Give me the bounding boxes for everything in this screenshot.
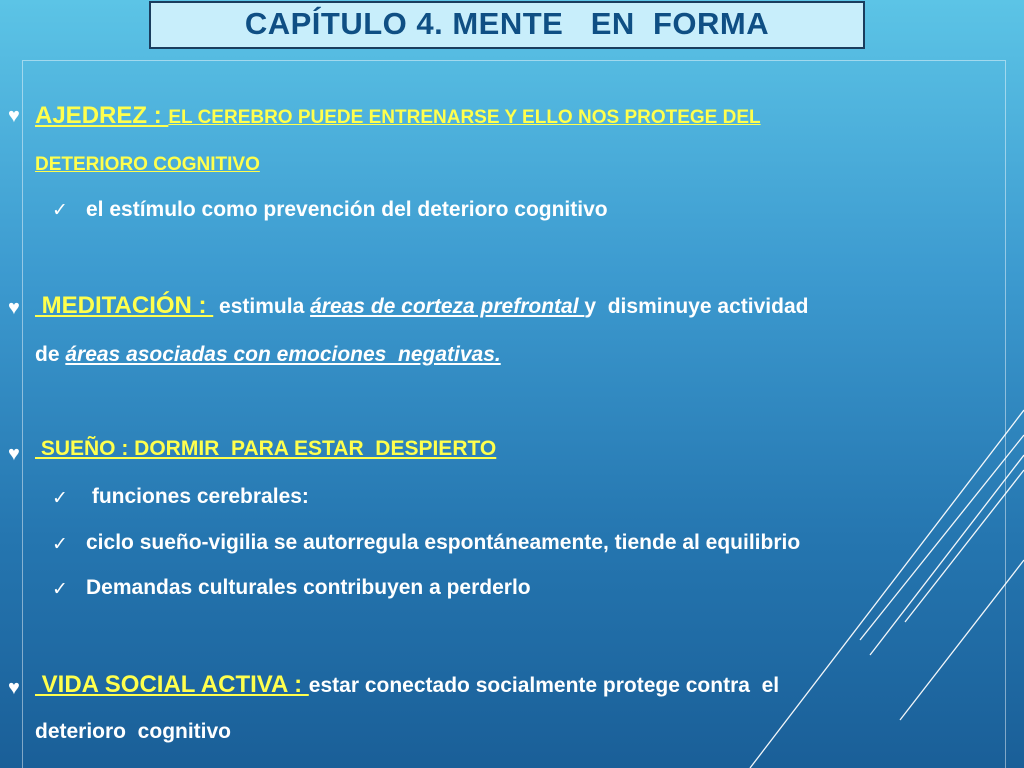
section-sueno-check-2: ciclo sueño-vigilia se autorregula espontáneamente, tiende al equilibrio — [86, 531, 801, 554]
section-ajedrez-heading: AJEDREZ : — [35, 102, 169, 129]
check-icon: ✓ — [52, 488, 68, 509]
deco-line-1 — [750, 410, 1024, 768]
meditacion-link-areas-emociones: áreas asociadas con emociones negativas. — [65, 343, 501, 366]
section-vida-social-heading: VIDA SOCIAL ACTIVA : — [35, 671, 309, 698]
check-icon: ✓ — [52, 200, 68, 221]
heart-bullet-icon: ♥ — [8, 677, 20, 699]
meditacion-text-a: estimula — [213, 295, 311, 318]
section-meditacion-heading: MEDITACIÓN : — [35, 292, 214, 319]
section-sueno-check-3: Demandas culturales contribuyen a perderlo — [86, 576, 531, 599]
page-title: CAPÍTULO 4. MENTE EN FORMA — [149, 1, 865, 49]
section-sueno-check-1: funciones cerebrales: — [86, 485, 309, 508]
deco-line-4 — [905, 470, 1024, 622]
section-ajedrez-line2 — [35, 152, 260, 176]
meditacion-text-b: y disminuye actividad — [584, 295, 809, 318]
heart-bullet-icon: ♥ — [8, 105, 20, 127]
section-vida-social-line1 — [35, 671, 779, 699]
heart-bullet-icon: ♥ — [8, 297, 20, 319]
deco-line-5 — [900, 560, 1024, 720]
section-ajedrez-line1 — [35, 102, 761, 130]
section-ajedrez-subtitle-2: DETERIORO COGNITIVO — [35, 154, 260, 175]
section-vida-social-line2: deterioro cognitivo — [35, 720, 232, 743]
section-meditacion-line1 — [35, 292, 808, 320]
check-icon: ✓ — [52, 579, 68, 600]
section-meditacion-line2 — [35, 343, 501, 367]
meditacion-text-c: de — [35, 343, 66, 366]
section-sueno-heading: SUEÑO : DORMIR PARA ESTAR DESPIERTO — [35, 437, 497, 460]
section-ajedrez-subtitle-1: EL CEREBRO PUEDE ENTRENARSE Y ELLO NOS PROTEGE DEL — [168, 107, 761, 128]
section-ajedrez-check-1: el estímulo como prevención del deterioro cognitivo — [86, 198, 608, 221]
check-icon: ✓ — [52, 534, 68, 555]
vida-social-text-a: estar conectado socialmente protege contra el — [308, 674, 780, 697]
deco-line-2 — [860, 435, 1024, 640]
meditacion-link-areas-corteza: áreas de corteza prefrontal — [310, 295, 585, 318]
deco-line-3 — [870, 455, 1024, 655]
heart-bullet-icon: ♥ — [8, 443, 20, 465]
section-sueno-line1 — [35, 437, 496, 461]
